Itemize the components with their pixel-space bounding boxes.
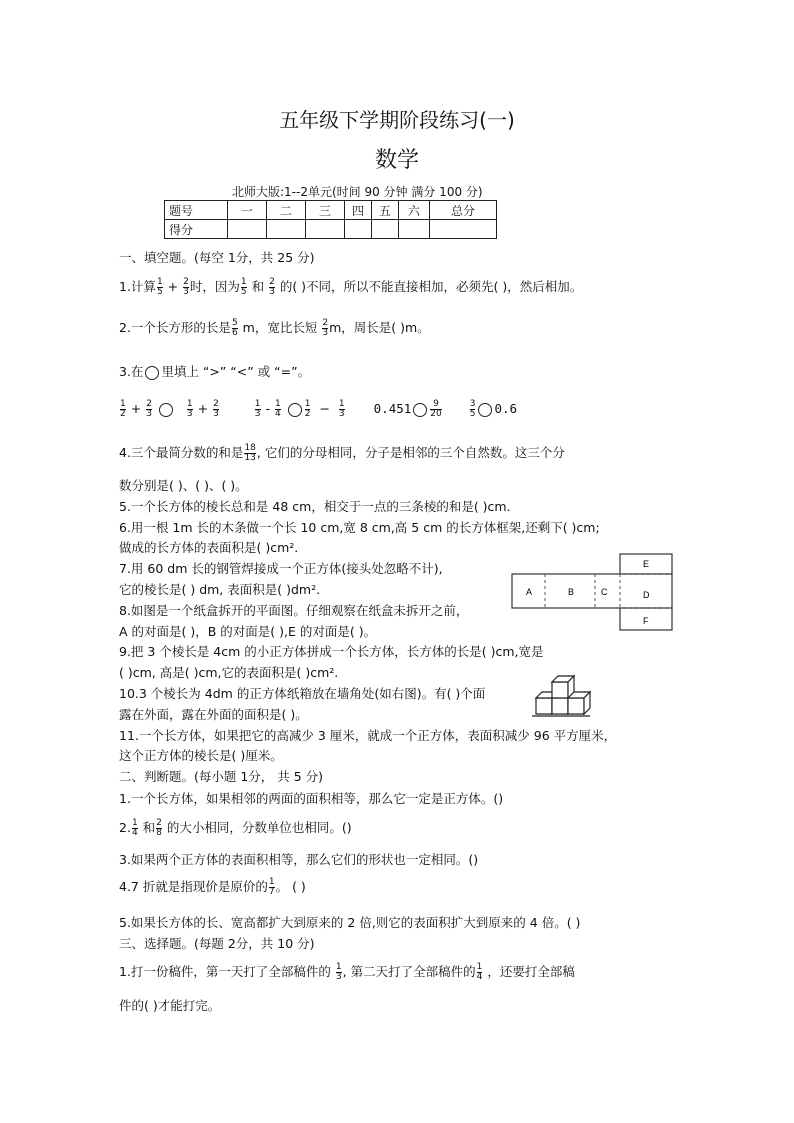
- compare-item-2: $\frac{1}{3}$ - $\frac{1}{4}$ $\frac{1}{2}$ − $\frac{1}{3}$: [254, 399, 345, 419]
- score-header-cell: 五: [372, 201, 399, 220]
- score-cell[interactable]: [306, 220, 345, 239]
- score-cell[interactable]: [399, 220, 430, 239]
- question-2-3: 3.如果两个正方体的表面积相等，那么它们的形状也一定相同。(): [119, 852, 479, 867]
- question-1-6-cont: 做成的长方体的表面积是( )cm².: [119, 540, 299, 555]
- score-cell[interactable]: [372, 220, 399, 239]
- score-header-cell: 一: [228, 201, 267, 220]
- net-label-f: F: [643, 616, 649, 626]
- fraction: $\frac{1}{7}$: [268, 877, 275, 897]
- question-1-1: 1.计算 $\frac{1}{5}$ + $\frac{2}{3}$ 时，因为 $\frac{1}{5}$ 和 $\frac{2}{3}$ 的( )不同，所以不能直接相加，必须先( )，然后相加。: [119, 277, 583, 297]
- compare-item-3: 0.451 $\frac{9}{20}$: [373, 399, 442, 419]
- score-table: [164, 200, 497, 239]
- subject-title: 数学: [374, 148, 419, 173]
- question-1-11-cont: 这个正方体的棱长是( )厘米。: [119, 748, 283, 763]
- answer-circle[interactable]: [413, 403, 427, 417]
- question-1-8-cont: A 的对面是( )，B 的对面是( ),E 的对面是( )。: [119, 624, 377, 639]
- section-3-heading: 三、选择题。(每题 2分，共 10 分): [119, 936, 315, 951]
- section-2-heading: 二、判断题。(每小题 1分， 共 5 分): [119, 769, 324, 784]
- score-header-cell: 题号: [165, 201, 228, 220]
- fraction: $\frac{18}{13}$: [244, 443, 256, 463]
- net-label-c: C: [601, 587, 608, 597]
- question-1-7-cont: 它的棱长是( ) dm, 表面积是( )dm².: [119, 582, 321, 597]
- question-1-6: 6.用一根 1m 长的木条做一个长 10 cm,宽 8 cm,高 5 cm 的长方体框架,还剩下( )cm;: [119, 520, 600, 535]
- score-cell[interactable]: [228, 220, 267, 239]
- score-header-cell: 四: [345, 201, 372, 220]
- question-2-5: 5.如果长方体的长、宽高都扩大到原来的 2 倍,则它的表面积扩大到原来的 4 倍。( ): [119, 915, 581, 930]
- net-label-d: D: [643, 590, 650, 600]
- fraction: $\frac{2}{3}$: [183, 277, 189, 297]
- net-label-b: B: [568, 587, 575, 597]
- fraction: $\frac{2}{3}$: [269, 277, 275, 297]
- score-row-label: 得分: [165, 220, 228, 239]
- score-table-header-row: [165, 201, 497, 220]
- question-1-9: 9.把 3 个棱长是 4cm 的小正方体拼成一个长方体，长方体的长是( )cm,宽是: [119, 644, 544, 659]
- score-header-cell: 六: [399, 201, 430, 220]
- fraction: $\frac{1}{4}$: [476, 962, 483, 982]
- exam-info: 北师大版:1--2单元(时间 90 分钟 满分 100 分): [232, 185, 483, 199]
- fraction: $\frac{1}{3}$: [335, 962, 342, 982]
- score-cell[interactable]: [430, 220, 497, 239]
- answer-circle[interactable]: [478, 403, 492, 417]
- answer-circle: [145, 366, 159, 380]
- question-2-2: 2. $\frac{1}{4}$ 和 $\frac{2}{8}$ 的大小相同，分数单位也相同。(): [119, 818, 352, 838]
- question-2-4: 4.7 折就是指现价是原价的 $\frac{1}{7}$ 。 ( ): [119, 877, 306, 897]
- question-1-3-items: [119, 400, 517, 419]
- question-1-11: 11.一个长方体，如果把它的高减少 3 厘米，就成一个正方体，表面积减少 96 平方厘米，: [119, 728, 617, 743]
- score-header-cell: 总分: [430, 201, 497, 220]
- compare-item-1: $\frac{1}{2}$ + $\frac{2}{3}$ $\frac{1}{3}$ + $\frac{2}{3}$: [120, 399, 219, 419]
- question-3-1: 1.打一份稿件，第一天打了全部稿件的 $\frac{1}{3}$ , 第二天打了全部稿件的 $\frac{1}{4}$ ，还要打全部稿: [119, 962, 575, 982]
- fraction: $\frac{2}{8}$: [156, 818, 162, 838]
- question-1-10: 10.3 个棱长为 4dm 的正方体纸箱放在墙角处(如右图)。有( )个面: [119, 686, 486, 701]
- question-1-4-cont: 数分别是( )、( )、( )。: [119, 478, 248, 493]
- page-title: 五年级下学期阶段练习(一): [279, 108, 515, 132]
- question-1-5: 5.一个长方体的棱长总和是 48 cm，相交于一点的三条棱的和是( )cm.: [119, 499, 511, 514]
- question-1-9-cont: ( )cm, 高是( )cm,它的表面积是( )cm².: [119, 665, 339, 680]
- score-cell[interactable]: [267, 220, 306, 239]
- question-1-3: 3.在 里填上 “>” “<” 或 “=”。: [119, 364, 311, 379]
- fraction: $\frac{1}{5}$: [156, 277, 163, 297]
- score-cell[interactable]: [345, 220, 372, 239]
- fraction: $\frac{1}{5}$: [240, 277, 247, 297]
- answer-circle[interactable]: [288, 403, 302, 417]
- question-1-4: 4.三个最简分数的和是 $\frac{18}{13}$ , 它们的分母相同，分子是相邻的三个自然数。这三个分: [119, 443, 565, 463]
- score-header-cell: 三: [306, 201, 345, 220]
- question-1-2: 2.一个长方形的长是 $\frac{5}{6}$ m，宽比长短 $\frac{2}{3}$ m，周长是( )m。: [119, 318, 430, 338]
- question-1-8: 8.如图是一个纸盒拆开的平面图。仔细观察在纸盒未拆开之前，: [119, 603, 469, 618]
- compare-item-4: $\frac{3}{5}$ 0.6: [469, 399, 518, 419]
- fraction: $\frac{1}{4}$: [131, 818, 138, 838]
- net-label-e: E: [643, 559, 650, 569]
- fraction: $\frac{5}{6}$: [231, 318, 238, 338]
- score-header-cell: 二: [267, 201, 306, 220]
- question-3-1-cont: 件的( )才能打完。: [119, 998, 221, 1013]
- section-1-heading: 一、填空题。(每空 1分，共 25 分): [119, 250, 315, 265]
- box-net-figure: [510, 552, 682, 634]
- question-2-1: 1.一个长方体，如果相邻的两面的面积相等，那么它一定是正方体。(): [119, 791, 504, 806]
- fraction: $\frac{2}{3}$: [322, 318, 329, 338]
- question-1-7: 7.用 60 dm 长的钢管焊接成一个正方体(接头处忽略不计),: [119, 561, 443, 576]
- question-1-10-cont: 露在外面，露在外面的面积是( )。: [119, 707, 308, 722]
- answer-circle[interactable]: [159, 403, 173, 417]
- cube-stack-figure: [528, 668, 594, 720]
- net-label-a: A: [526, 587, 533, 597]
- score-table-score-row: [165, 220, 497, 239]
